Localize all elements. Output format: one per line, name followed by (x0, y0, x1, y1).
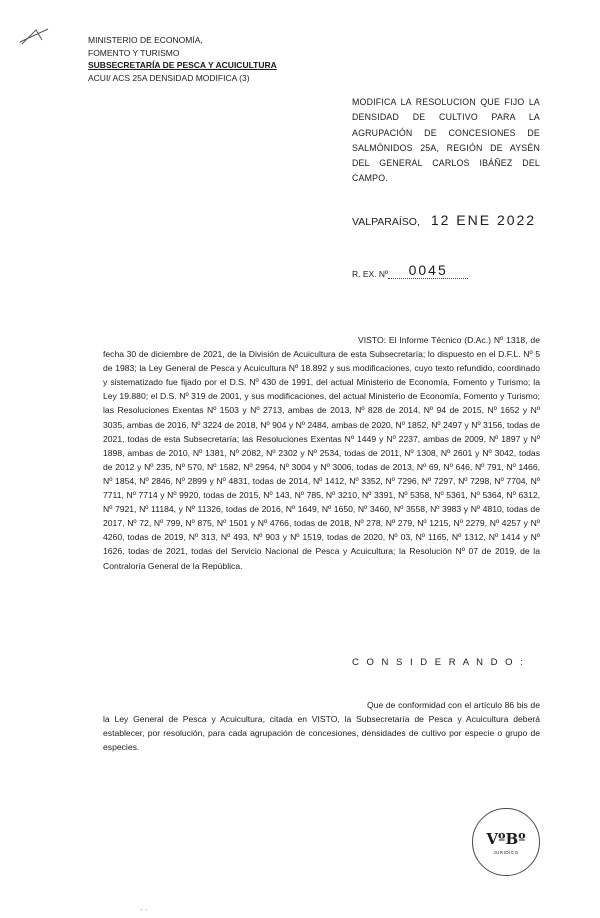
resolution-subject: MODIFICA LA RESOLUCION QUE FIJO LA DENSIDAD DE CULTIVO PARA LA AGRUPACIÓN DE CONCESIONES DE SALMÓNIDOS 25A, REGIÓN DE AYSÉN DEL GENERAL CARLOS IBÁÑEZ DEL CAMPO. (352, 97, 540, 184)
rex-label: R. EX. Nº (352, 269, 389, 279)
considerando-paragraph: Que de conformidad con el artículo 86 bis de la Ley General de Pesca y Acuicultura, citada en VISTO, la Subsecretaría de Pesca y Acuicultura deberá establecer, por resolución, para cada agrupación de concesiones, densidades de cultivo por especie o grupo de especies. (103, 700, 540, 753)
header-line-2: FOMENTO Y TURISMO (88, 47, 180, 58)
ministry-header (88, 34, 277, 84)
resolution-number-row (352, 262, 472, 279)
considerando-heading: C O N S I D E R A N D O : (352, 657, 526, 668)
handwritten-mark-icon (18, 26, 52, 46)
date-row (352, 212, 536, 228)
header-line-4: ACUI/ ACS 25A DENSIDAD MODIFICA (3) (88, 72, 250, 83)
footer-mark: · · (140, 905, 148, 914)
stamp-main-text: VºBº (486, 829, 526, 848)
header-line-3: SUBSECRETARÍA DE PESCA Y ACUICULTURA (88, 60, 277, 70)
considerando-section (103, 698, 540, 754)
rex-number: 0045 (408, 262, 448, 278)
stamp-sub-text: JURIDICO (493, 849, 519, 855)
header-line-1: MINISTERIO DE ECONOMÍA, (88, 35, 203, 45)
visto-section (103, 333, 540, 573)
visto-paragraph: VISTO: El Informe Técnico (D.Ac.) Nº 1318, de fecha 30 de diciembre de 2021, de la División de Acuicultura de esta Subsecretaría; lo dispuesto en el D.F.L. Nº 5 de 1983; la Ley General de Pesca y Acuicultura Nº 18.892 y sus modificaciones, cuyo texto refundido, coordinado y sistematizado fue fijado por el D.S. Nº 430 de 1991, del actual Ministerio de Economía, Fomento y Turismo; la Ley 19.880; el D.S. Nº 319 de 2001, y sus modificaciones, del actual Ministerio de Economía, Fomento y Turismo; las Resoluciones Exentas Nº 1503 y Nº 2713, ambas de 2013, Nº 828 de 2014, Nº 94 de 2015, Nº 1652 y Nº 3035, ambas de 2016, Nº 3224 de 2018, Nº 904 y Nº 2484, ambas de 2020, Nº 1852, Nº 2497 y Nº 3156, todas de 2021, todas de esta Subsecretaría; las Resoluciones Exentas Nº 1449 y Nº 2237, ambas de 2009, Nº 1897 y Nº 1898, ambas de 2010, Nº 1381, Nº 2082, Nº 2302 y Nº 2534, todas de 2011, Nº 1308, Nº 2601 y Nº 3042, todas de 2012 y Nº 235, Nº 570, Nº 1582, Nº 2954, Nº 3004 y Nº 3006, todas de 2013, Nº 69, Nº 646, Nº 791, Nº 1466, Nº 1854, Nº 2846, Nº 2899 y Nº 4831, todas de 2014, Nº 1412, Nº 3352, Nº 7296, Nº 7297, Nº 7298, Nº 7704, Nº 7711, Nº 7714 y Nº 9920, todas de 2015, Nº 143, Nº 785, Nº 3210, Nº 3391, Nº 5358, Nº 5361, Nº 5364, Nº 6312, Nº 7921, Nº 11184, y Nº 11326, todas de 2016, Nº 1649, Nº 1650, Nº 3460, Nº 3558, Nº 3983 y Nº 4810, todas de 2017, Nº 72, Nº 799, Nº 875, Nº 1501 y Nº 4766, todas de 2018, Nº 278, Nº 279, Nº 1215, Nº 2279, Nº 4257 y Nº 4260, todas de 2019, Nº 313, Nº 493, Nº 903 y Nº 1519, todas de 2020, Nº 03, Nº 1165, Nº 1312, Nº 1414 y Nº 1626, todas de 2021, todas del Servicio Nacional de Pesca y Acuicultura; la Resolución Nº 07 de 2019, de la Contraloría General de la República. (103, 335, 540, 571)
resolution-date: 12 ENE 2022 (430, 212, 537, 228)
approval-stamp (472, 808, 540, 876)
place-label: VALPARAÍSO, (352, 216, 420, 228)
